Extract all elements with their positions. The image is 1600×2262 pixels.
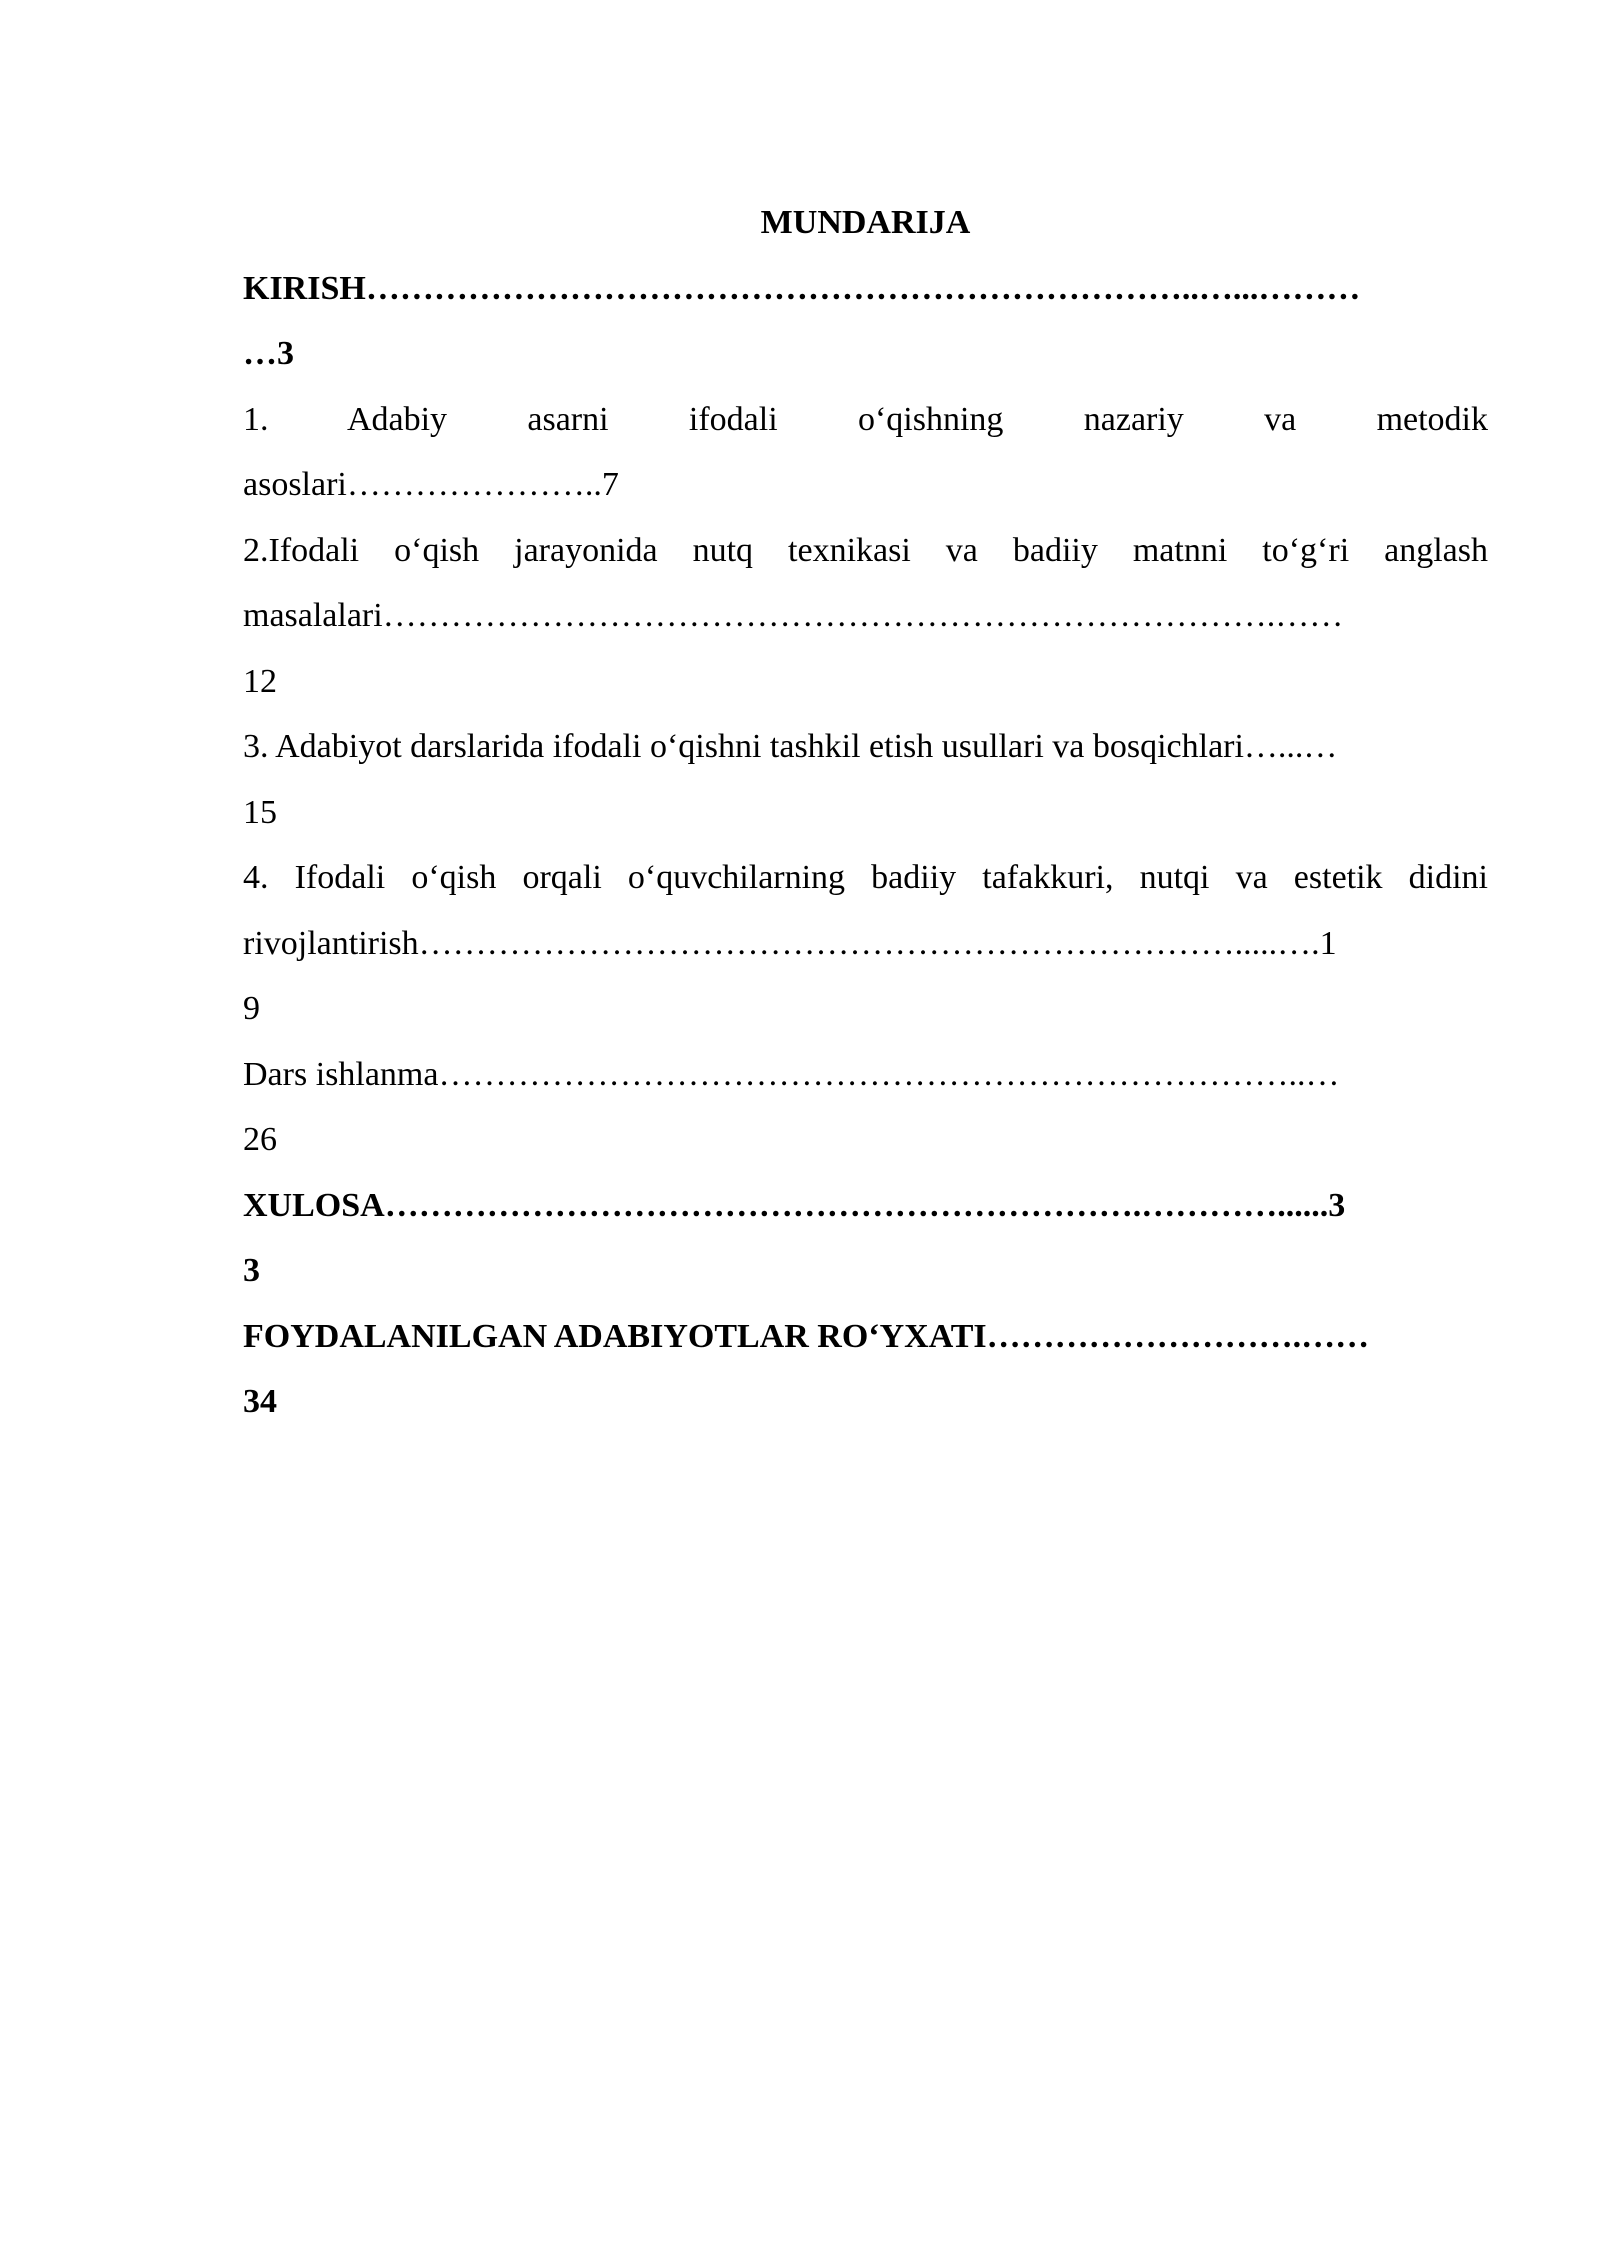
toc-line: asoslari…………………..7 — [243, 466, 619, 503]
toc-line: 9 — [243, 990, 260, 1027]
toc-line: …3 — [243, 335, 294, 372]
toc-line: 26 — [243, 1121, 277, 1158]
toc-lines — [243, 256, 1488, 1435]
toc-line: 2.Ifodali o‘qish jarayonida nutq texnikasi va badiiy matnni to‘g‘ri anglash — [243, 531, 1488, 569]
toc-line: 12 — [243, 662, 277, 700]
table-of-contents — [243, 190, 1488, 1435]
toc-line: FOYDALANILGAN ADABIYOTLAR RO‘YXATI……………………….…… — [243, 1317, 1370, 1355]
toc-line: 3. Adabiyot darslarida ifodali o‘qishni tashkil etish usullari va bosqichlari…...… — [243, 728, 1338, 765]
toc-line: 4. Ifodali o‘qish orqali o‘quvchilarning badiiy tafakkuri, nutqi va estetik didini — [243, 859, 1488, 896]
toc-line: 1. Adabiy asarni ifodali o‘qishning nazariy va metodik — [243, 400, 1488, 438]
toc-line: 34 — [243, 1383, 277, 1420]
toc-line: XULOSA………………………………………………………….…………......3 — [243, 1186, 1346, 1224]
toc-line: 3 — [243, 1252, 260, 1289]
toc-line: Dars ishlanma…………………………………………………………………..… — [243, 1055, 1340, 1093]
toc-line: 15 — [243, 793, 277, 831]
toc-title: MUNDARIJA — [760, 204, 971, 241]
toc-line: rivojlantirish……………………………………………………………….....….1 — [243, 924, 1337, 962]
toc-line: masalalari…………………………………………………………………….…… — [243, 597, 1344, 634]
toc-line: KIRISH………………………………………………………………..…...……… — [243, 269, 1361, 307]
